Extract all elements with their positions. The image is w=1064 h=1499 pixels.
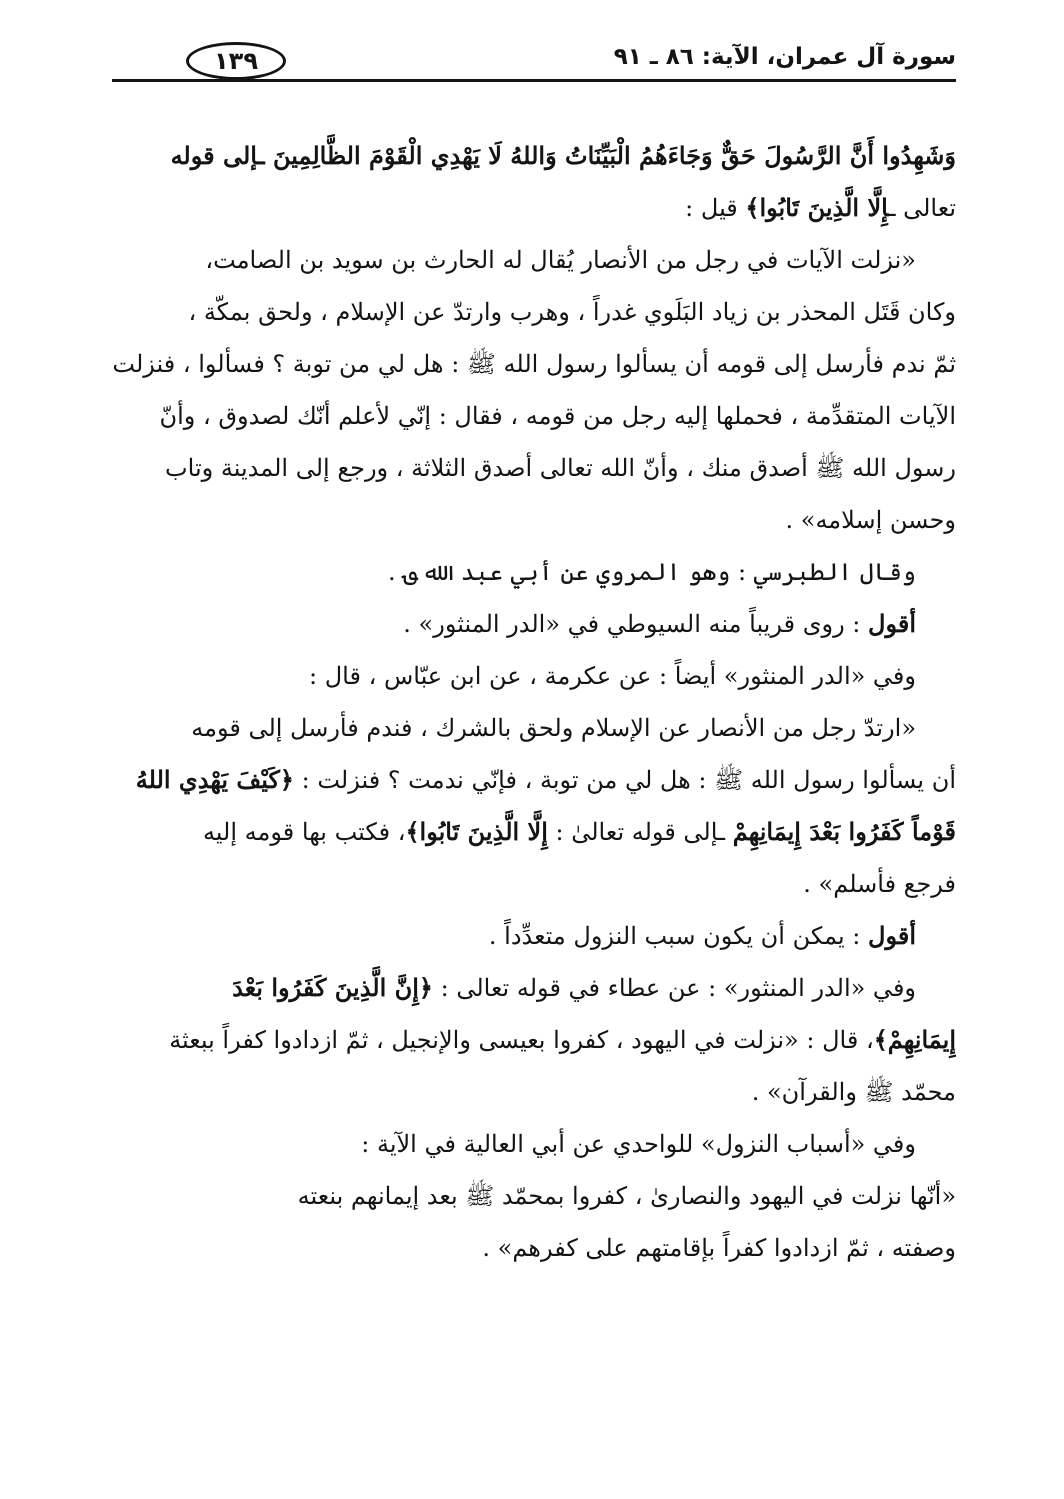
text-span: ، فكتب بها قومه إليه: [202, 818, 406, 846]
text-span: ، قال : «نزلت في اليهود ، كفروا بعيسى والإنجيل ، ثمّ ازدادوا كفراً ببعثة: [169, 1026, 874, 1054]
text-line: وفي «الدر المنثور» أيضاً : عن عكرمة ، عن ابن عبّاس ، قال :: [309, 662, 916, 690]
text-line: «أنّها نزلت في اليهود والنصارىٰ ، كفروا بمحمّد ﷺ بعد إيمانهم بنعته: [297, 1182, 956, 1210]
quran-verse: إِلَّا الَّذِينَ تَابُوا﴾: [745, 193, 889, 222]
text-line: [110, 754, 956, 806]
running-header-title: سورة آل عمران، الآية: ٨٦ ـ ٩١: [613, 44, 956, 70]
text-line: [110, 182, 956, 234]
page-number-badge: ١٣٩: [186, 42, 286, 80]
text-line: [110, 1014, 956, 1066]
quran-verse: إِيمَانِهِمْ﴾: [873, 1025, 956, 1054]
text-line: وقال الطبرسي : وهو المروي عن أبي عبد الله ؈ .: [388, 558, 916, 586]
text-span: وفي «الدر المنثور» : عن عطاء في قوله تعالى :: [433, 974, 916, 1002]
text-line: [110, 910, 956, 962]
text-span: : روى قريباً منه السيوطي في «الدر المنثور» .: [403, 610, 869, 638]
text-line: الآيات المتقدِّمة ، فحملها إليه رجل من قومه ، فقال : إنّي لأعلم أنّك لصدوق ، وأنّ: [159, 402, 956, 430]
text-line: رسول الله ﷺ أصدق منك ، وأنّ الله تعالى أصدق الثلاثة ، ورجع إلى المدينة وتاب: [165, 454, 956, 482]
page-header: [112, 30, 956, 92]
text-line: [110, 962, 956, 1014]
text-span: تعالى ـ: [888, 194, 956, 222]
text-line: وكان قَتَل المحذر بن زياد البَلَوي غدراً ، وهرب وارتدّ عن الإسلام ، ولحق بمكّة ،: [188, 298, 956, 326]
page-body: [110, 130, 956, 1274]
quran-verse: ﴿كَيْفَ يَهْدِي اللهُ: [135, 765, 294, 794]
aqul-label: أقول: [868, 609, 916, 638]
text-line: [110, 598, 956, 650]
text-line: وصفته ، ثمّ ازدادوا كفراً بإقامتهم على كفرهم» .: [482, 1234, 956, 1262]
text-span: قيل :: [685, 194, 746, 222]
text-line: [110, 806, 956, 858]
text-line: فرجع فأسلم» .: [803, 870, 956, 898]
text-line: وفي «أسباب النزول» للواحدي عن أبي العالية في الآية :: [361, 1130, 916, 1158]
text-span: ـإلى قوله تعالىٰ :: [547, 818, 733, 846]
quran-verse: ﴿إِنَّ الَّذِينَ كَفَرُوا بَعْدَ: [232, 973, 433, 1002]
text-line: محمّد ﷺ والقرآن» .: [751, 1078, 956, 1106]
quran-verse: إِلَّا الَّذِينَ تَابُوا﴾: [405, 817, 548, 846]
text-span: : يمكن أن يكون سبب النزول متعدِّداً .: [488, 922, 869, 950]
text-line: «نزلت الآيات في رجل من الأنصار يُقال له الحارث بن سويد بن الصامت،: [205, 246, 916, 274]
text-line: ثمّ ندم فأرسل إلى قومه أن يسألوا رسول الله ﷺ : هل لي من توبة ؟ فسألوا ، فنزلت: [112, 350, 956, 378]
aqul-label: أقول: [868, 921, 916, 950]
text-span: أن يسألوا رسول الله ﷺ : هل لي من توبة ، فإنّي ندمت ؟ فنزلت :: [293, 766, 956, 794]
text-line: وَشَهِدُوا أَنَّ الرَّسُولَ حَقٌّ وَجَاءَهُمُ الْبَيِّنَاتُ وَاللهُ لَا يَهْدِي الْقَوْمَ الظَّالِمِينَ ـإلى قوله: [170, 141, 956, 170]
text-line: «ارتدّ رجل من الأنصار عن الإسلام ولحق بالشرك ، فندم فأرسل إلى قومه: [191, 714, 916, 742]
text-line: وحسن إسلامه» .: [785, 506, 956, 534]
quran-verse: قَوْماً كَفَرُوا بَعْدَ إِيمَانِهِمْ: [732, 817, 956, 846]
